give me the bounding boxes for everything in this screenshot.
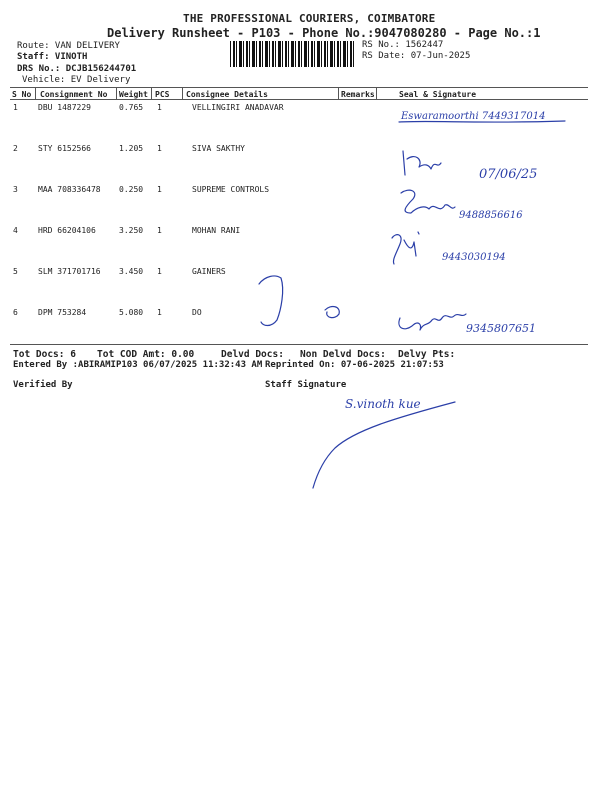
row-consignment: SLM 371701716 [38, 267, 101, 276]
signature-row-2 [395, 145, 575, 187]
tot-docs: Tot Docs: 6 [13, 349, 76, 360]
row-weight: 5.080 [119, 308, 144, 317]
row-consignee: SUPREME CONTROLS [192, 185, 270, 194]
row-weight: 3.250 [119, 226, 144, 235]
signature-text: 07/06/25 [479, 167, 538, 182]
signature-row-4 [382, 228, 572, 270]
row-sno: 5 [13, 267, 18, 276]
signature-text: 9488856616 [459, 210, 523, 221]
signature-row-1 [395, 105, 575, 145]
row-consignment: DBU 1487229 [38, 103, 91, 112]
col-header-consignee: Consignee Details [186, 90, 268, 99]
row-pcs: 1 [157, 308, 162, 317]
entered-by: Entered By :ABIRAMIP103 06/07/2025 11:32:43 AM [13, 360, 263, 370]
staff-signature-text: S.vinoth kue [345, 397, 421, 411]
signature-text: 9443030194 [442, 252, 506, 263]
tot-cod-amt: Tot COD Amt: 0.00 [97, 349, 195, 360]
col-header-signature: Seal & Signature [399, 90, 477, 99]
col-divider [116, 87, 117, 99]
col-divider [182, 87, 183, 99]
rs-date: RS Date: 07-Jun-2025 [362, 51, 471, 61]
row-consignee: MOHAN RANI [192, 226, 241, 235]
col-header-pcs: PCS [155, 90, 170, 99]
row-weight: 3.450 [119, 267, 144, 276]
row-sno: 6 [13, 308, 18, 317]
signature-scribble [255, 270, 355, 332]
signature-text: Eswaramoorthi 7449317014 [401, 111, 546, 122]
signature-row-6 [392, 298, 582, 342]
row-consignment: DPM 753284 [38, 308, 87, 317]
col-divider [151, 87, 152, 99]
company-title: THE PROFESSIONAL COURIERS, COIMBATORE [183, 12, 436, 25]
row-consignment: HRD 66204106 [38, 226, 96, 235]
col-divider [376, 87, 377, 99]
row-consignee: DO [192, 308, 202, 317]
rs-no: RS No.: 1562447 [362, 40, 444, 50]
totals-rule [10, 344, 588, 345]
row-consignee: VELLINGIRI ANADAVAR [192, 103, 284, 112]
staff-signature-label: Staff Signature [265, 380, 347, 390]
col-header-remarks: Remarks [341, 90, 375, 99]
row-consignment: MAA 708336478 [38, 185, 101, 194]
delvd-docs: Delvd Docs: [221, 349, 284, 360]
row-sno: 1 [13, 103, 18, 112]
col-header-consignment: Consignment No [40, 90, 108, 99]
col-divider [338, 87, 339, 99]
row-pcs: 1 [157, 267, 162, 276]
drs-no: DRS No.: DCJB156244701 [17, 64, 137, 74]
non-delvd-docs: Non Delvd Docs: [300, 349, 386, 360]
col-header-weight: Weight [119, 90, 148, 99]
row-sno: 2 [13, 144, 18, 153]
runsheet-title: Delivery Runsheet - P103 - Phone No.:9047080280 - Page No.:1 [107, 26, 541, 40]
delvy-pts: Delvy Pts: [398, 349, 456, 360]
verified-by: Verified By [13, 380, 73, 390]
row-consignee: SIVA SAKTHY [192, 144, 245, 153]
row-pcs: 1 [157, 185, 162, 194]
row-sno: 4 [13, 226, 18, 235]
row-weight: 1.205 [119, 144, 144, 153]
row-weight: 0.250 [119, 185, 144, 194]
vehicle: Vehicle: EV Delivery [22, 75, 131, 85]
row-sno: 3 [13, 185, 18, 194]
barcode-icon [230, 41, 356, 67]
staff: Staff: VINOTH [17, 52, 88, 62]
signature-row-3 [395, 185, 575, 227]
row-pcs: 1 [157, 226, 162, 235]
col-divider [35, 87, 36, 99]
table-header-rule [10, 99, 588, 100]
row-consignment: STY 6152566 [38, 144, 91, 153]
row-weight: 0.765 [119, 103, 144, 112]
row-pcs: 1 [157, 144, 162, 153]
route: Route: VAN DELIVERY [17, 41, 120, 51]
row-consignee: GAINERS [192, 267, 226, 276]
reprinted-on: Reprinted On: 07-06-2025 21:07:53 [265, 360, 444, 370]
col-header-sno: S No [12, 90, 32, 99]
staff-signature [305, 390, 485, 500]
row-pcs: 1 [157, 103, 162, 112]
signature-text: 9345807651 [466, 322, 536, 335]
table-top-rule [10, 87, 588, 88]
